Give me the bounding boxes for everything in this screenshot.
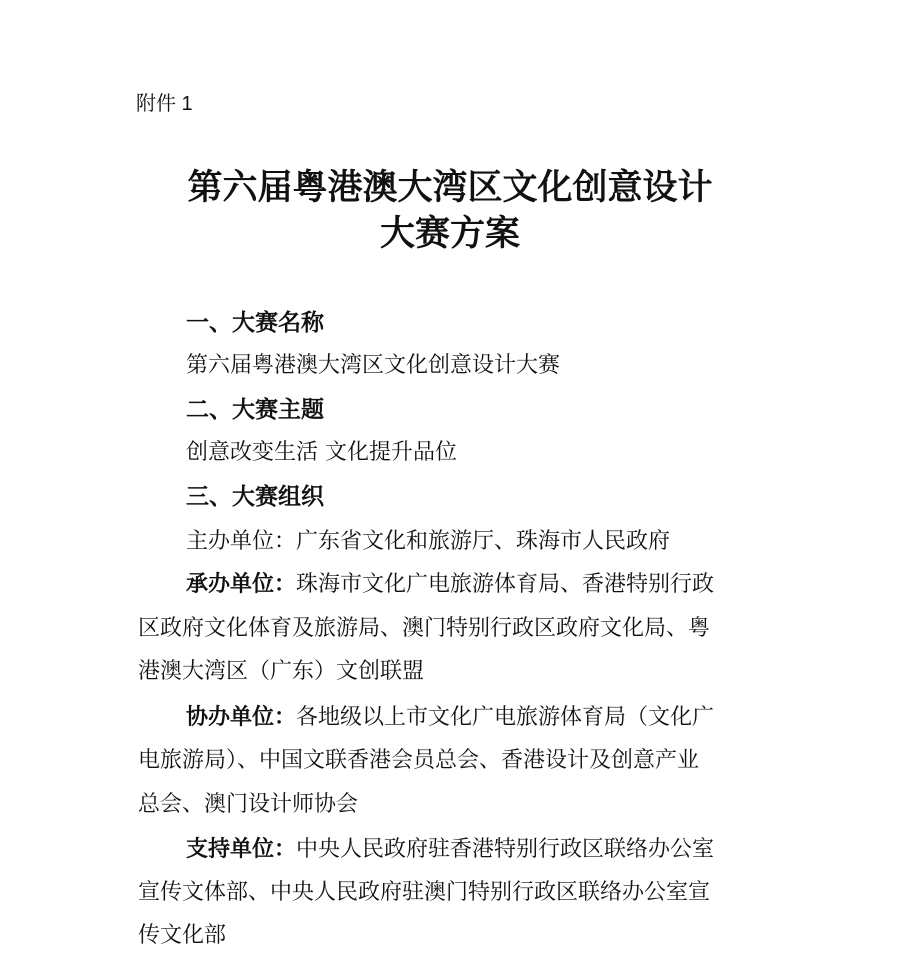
organizer-text-line-2: 区政府文化体育及旅游局、澳门特别行政区政府文化局、粤 (138, 616, 711, 641)
supporter-text-line-1: 中央人民政府驻香港特别行政区联络办公室 (296, 837, 715, 862)
supporter-label: 支持单位： (186, 837, 297, 862)
document-title-line-1: 第六届粤港澳大湾区文化创意设计 (187, 167, 713, 208)
co-organizer-paragraph-line-1 (186, 702, 714, 734)
organizer-text-line-1: 珠海市文化广电旅游体育局、香港特别行政 (296, 572, 715, 597)
organizer-paragraph-line-1 (186, 569, 714, 601)
co-organizer-text-line-3: 总会、澳门设计师协会 (138, 792, 359, 817)
co-organizer-text-line-1: 各地级以上市文化广电旅游体育局（文化广 (296, 705, 715, 730)
competition-name-text: 第六届粤港澳大湾区文化创意设计大赛 (186, 353, 561, 378)
section-heading-name: 一、大赛名称 (186, 310, 324, 336)
supporter-text-line-2: 宣传文体部、中央人民政府驻澳门特别行政区联络办公室宣 (138, 880, 711, 905)
document-title-line-2: 大赛方案 (379, 213, 520, 254)
attachment-label: 附件 1 (136, 93, 193, 115)
co-organizer-label: 协办单位： (186, 705, 297, 730)
host-label: 主办单位： (186, 529, 297, 554)
host-text: 广东省文化和旅游厅、珠海市人民政府 (296, 529, 671, 554)
host-paragraph (186, 526, 670, 558)
co-organizer-text-line-2: 电旅游局）、中国文联香港会员总会、香港设计及创意产业 (138, 748, 700, 773)
organizer-label: 承办单位： (186, 572, 297, 597)
section-heading-organization: 三、大赛组织 (186, 484, 324, 510)
organizer-text-line-3: 港澳大湾区（广东）文创联盟 (138, 659, 425, 684)
supporter-text-line-3: 传文化部 (138, 923, 227, 948)
section-heading-theme: 二、大赛主题 (186, 397, 324, 423)
supporter-paragraph-line-1 (186, 834, 714, 866)
competition-theme-text: 创意改变生活 文化提升品位 (186, 440, 457, 465)
